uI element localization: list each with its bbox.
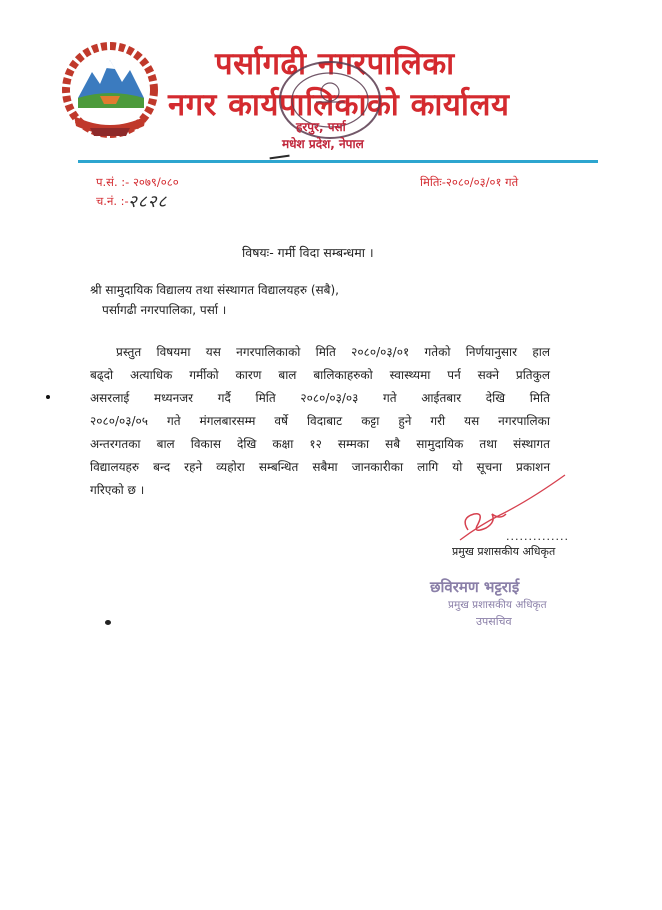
office-name-heading: नगर कार्यपालिकाको कार्यालय — [168, 87, 510, 123]
body-line-7: गरिएको छ । — [90, 483, 145, 497]
ink-spot — [105, 620, 111, 625]
margin-dot — [46, 395, 50, 399]
body-line-5: अन्तरगतका बाल विकास देखि कक्षा १२ सम्मका सबै सामुदायिक तथा संस्थागत — [90, 437, 550, 451]
body-line-1: प्रस्तुत विषयमा यस नगरपालिकाको मिति २०८०/०३/०१ गतेको निर्णयानुसार हाल — [116, 345, 550, 359]
signature-line: .............. — [506, 530, 569, 543]
officer-stamp-name: छविरमण भट्टराई — [430, 578, 520, 596]
letter-date: मितिः-२०८०/०३/०१ गते — [420, 175, 519, 189]
nepal-emblem-icon — [60, 38, 160, 150]
divider-mark — [270, 155, 291, 166]
body-line-3: असरलाई मध्यनजर गर्दै मिति २०८०/०३/०३ गते आईतबार देखि मिति — [90, 391, 550, 405]
body-line-4: २०८०/०३/०५ गते मंगलबारसम्म वर्षे विदाबाट कट्टा हुने गरी यस नगरपालिका — [90, 414, 550, 428]
signatory-title: प्रमुख प्रशासकीय अधिकृत — [452, 545, 556, 558]
addressee-line-2: पर्सागढी नगरपालिका, पर्सा । — [102, 303, 227, 317]
officer-stamp-title: प्रमुख प्रशासकीय अधिकृत — [448, 599, 547, 611]
dispatch-number-handwritten: २८२८ — [128, 192, 168, 212]
org-name-heading: पर्सागढी नगरपालिका — [215, 46, 455, 82]
body-line-2: बढ्दो अत्याधिक गर्मीको कारण बाल बालिकाहरुको स्वास्थ्यमा पर्न सक्ने प्रतिकुल — [90, 368, 550, 382]
body-line-6: विद्यालयहरु बन्द रहने व्यहोरा सम्बन्धित सबैमा जानकारीका लागि यो सूचना प्रकाशन — [90, 460, 550, 474]
reference-number: प.सं. :- २०७९/०८० — [96, 175, 179, 189]
dispatch-number-label: च.नं. :- — [96, 194, 129, 208]
seal-province-line: मधेश प्रदेश, नेपाल — [282, 137, 364, 151]
officer-stamp-rank: उपसचिव — [476, 615, 512, 628]
letterhead-divider — [78, 160, 598, 163]
addressee-line-1: श्री सामुदायिक विद्यालय तथा संस्थागत विद्यालयहरु (सबै), — [90, 283, 339, 297]
seal-address-line: हरपुर, पर्सा — [296, 120, 346, 134]
letter-subject: विषयः- गर्मी विदा सम्बन्धमा । — [242, 245, 374, 260]
